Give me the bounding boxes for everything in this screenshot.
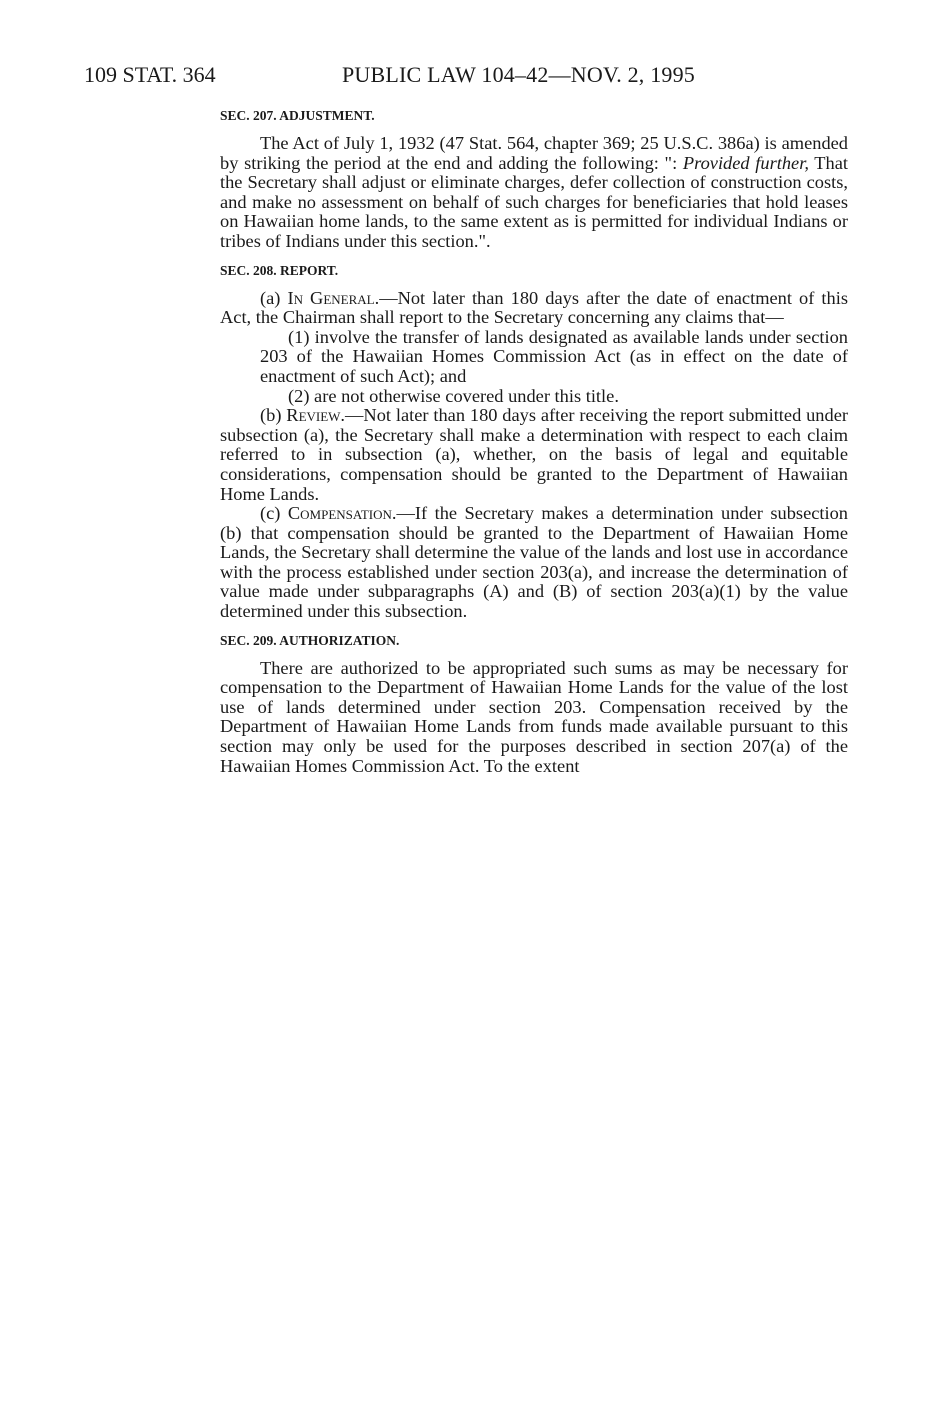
statute-page-reference: 109 STAT. 364 (84, 62, 216, 87)
subsection-b-paragraph (220, 406, 848, 504)
section-207-paragraph (220, 134, 848, 252)
subsection-a-paragraph (220, 289, 848, 328)
subsection-b-label: (b) (260, 405, 287, 426)
subsection-b-caption: Review. (286, 405, 346, 426)
section-207-heading: SEC. 207. ADJUSTMENT. (220, 108, 375, 123)
subsection-c-label: (c) (260, 503, 288, 524)
section-207-text-end: That the Secretary shall adjust or eliminate charges, defer collection of construction costs, and make no assessment on behalf of such charges for beneficiaries that hold leases on Hawaiian home lands, to the same extent as is permitted for individual Indians or tribes of Indians under this section.". (220, 152, 848, 251)
page-header (84, 62, 864, 92)
subsection-a-text: —Not later than 180 days after the date of enactment of this Act, the Chairman shall report to the Secretary concerning any claims that— (220, 287, 848, 328)
section-208-heading: SEC. 208. REPORT. (220, 262, 339, 278)
section-209-paragraph: There are authorized to be appropriated such sums as may be necessary for compensation to the Department of Hawaiian Home Lands for the value of the lost use of lands determined under section 203. Compensation received by the Department of Hawaiian Home Lands from funds made available pursuant to this section may only be used for the purposes described in section 207(a) of the Hawaiian Homes Commission Act. To the extent (220, 657, 848, 776)
paragraph-a2: (2) are not otherwise covered under this title. (288, 385, 619, 406)
section-207-text-start: The Act of July 1, 1932 (47 Stat. 564, chapter 369; 25 U.S.C. 386a) is amended by striking the period at the end and adding the following: ": (220, 133, 848, 173)
provided-further-phrase: Provided further, (682, 152, 809, 173)
paragraph-a1: (1) involve the transfer of lands designated as available lands under section 203 of the Hawaiian Homes Commission Act (as in effect on the date of enactment of such Act); and (260, 326, 848, 386)
subsection-a-label: (a) (260, 287, 288, 308)
subsection-c-paragraph (220, 504, 848, 622)
subsection-a-caption: In General. (287, 287, 380, 308)
subsection-c-caption: Compensation. (287, 503, 397, 524)
subsection-c-text: —If the Secretary makes a determination under subsection (b) that compensation should be granted to the Department of Hawaiian Home Lands, the Secretary shall determine the value of the lands and lost use in accordance with the process established under section 203(a), and increase the determination of value made under subparagraphs (A) and (B) of section 203(a)(1) by the value determined under this subsection. (220, 503, 849, 622)
document-body (220, 108, 848, 776)
subsection-b-text: —Not later than 180 days after receiving the report submitted under subsection (a), the Secretary shall make a determination with respect to each claim referred to in subsection (a), whether, on the basis of legal and equitable considerations, compensation should be granted to the Department of Hawaiian Home Lands. (220, 405, 848, 504)
section-209-heading: SEC. 209. AUTHORIZATION. (220, 632, 400, 648)
public-law-reference: PUBLIC LAW 104–42—NOV. 2, 1995 (342, 62, 695, 87)
